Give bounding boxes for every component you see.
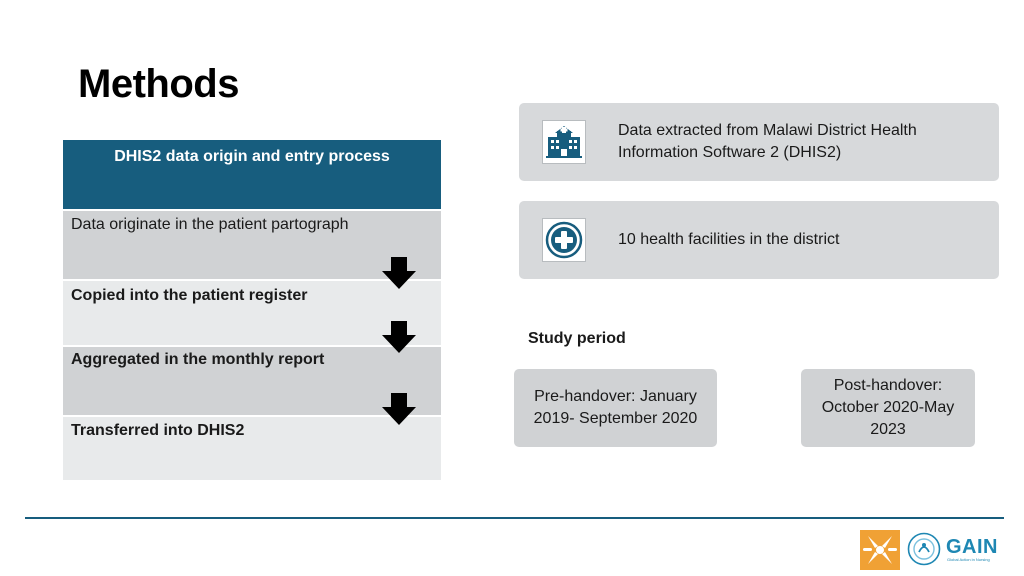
process-table [63,140,441,480]
info-card-data-source [519,103,999,181]
table-row-partograph: Data originate in the patient partograph [63,209,441,279]
down-arrow-icon [382,393,416,425]
table-header: DHIS2 data origin and entry process [63,140,441,209]
facilities-text: 10 health facilities in the district [618,231,840,248]
info-card-facilities [519,201,999,279]
hospital-building-icon [542,120,586,164]
down-arrow-icon [382,257,416,289]
study-period-label: Study period [528,330,626,347]
table-row-dhis2: Transferred into DHIS2 [63,415,441,480]
table-row-monthly-report: Aggregated in the monthly report [63,345,441,415]
post-handover-box: Post-handover: October 2020-May 2023 [801,369,975,447]
data-source-text: Data extracted from Malawi District Health Information Software 2 (DHIS2) [618,122,917,161]
gain-logo-text: GAIN [946,536,998,558]
gain-logo-icon [907,532,941,566]
medical-cross-icon [542,218,586,262]
footer-divider [25,517,1004,519]
table-row-register: Copied into the patient register [63,279,441,345]
slide-title: Methods [78,62,239,106]
gain-logo-tagline: Global Action in Nursing [947,557,990,562]
down-arrow-icon [382,321,416,353]
pre-handover-box: Pre-handover: January 2019- September 2020 [514,369,717,447]
partner-logo-icon [860,530,900,570]
